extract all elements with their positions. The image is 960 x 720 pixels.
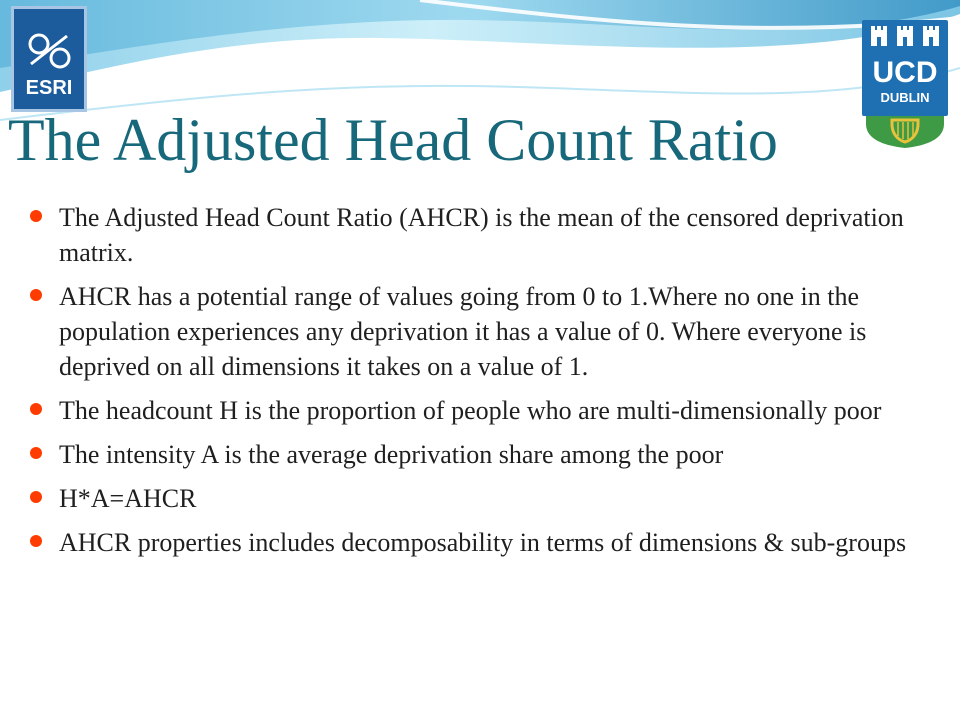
bullet-item [30, 437, 930, 472]
bullet-item [30, 393, 930, 428]
slide-title: The Adjusted Head Count Ratio [8, 107, 778, 173]
svg-text:ESRI: ESRI [25, 77, 73, 99]
bullet-text: AHCR has a potential range of values going from 0 to 1.Where no one in the population experiences any deprivation it has a value of 0. Where everyone is deprived on all dimensions it takes on a value of 1. [59, 282, 867, 381]
ucd-crest-icon [862, 20, 948, 148]
svg-text:DUBLIN: DUBLIN [880, 90, 930, 105]
bullet-item [30, 200, 930, 270]
bullet-text: AHCR properties includes decomposability in terms of dimensions & sub-groups [59, 528, 907, 557]
bullet-dot-icon [30, 447, 42, 459]
bullet-item [30, 481, 930, 516]
bullet-item [30, 279, 930, 384]
bullet-dot-icon [30, 289, 42, 301]
bullet-text: H*A=AHCR [59, 484, 197, 513]
svg-text:UCD: UCD [872, 56, 938, 89]
bullet-list [30, 200, 930, 560]
bullet-text: The headcount H is the proportion of people who are multi-dimensionally poor [59, 396, 882, 425]
bullet-dot-icon [30, 535, 42, 547]
bullet-dot-icon [30, 210, 42, 222]
bullet-dot-icon [30, 491, 42, 503]
bullet-dot-icon [30, 403, 42, 415]
bullet-text: The intensity A is the average deprivation share among the poor [59, 440, 724, 469]
esri-logo-icon [11, 6, 87, 112]
bullet-text: The Adjusted Head Count Ratio (AHCR) is the mean of the censored deprivation matrix. [59, 203, 904, 267]
bullet-item [30, 525, 930, 560]
